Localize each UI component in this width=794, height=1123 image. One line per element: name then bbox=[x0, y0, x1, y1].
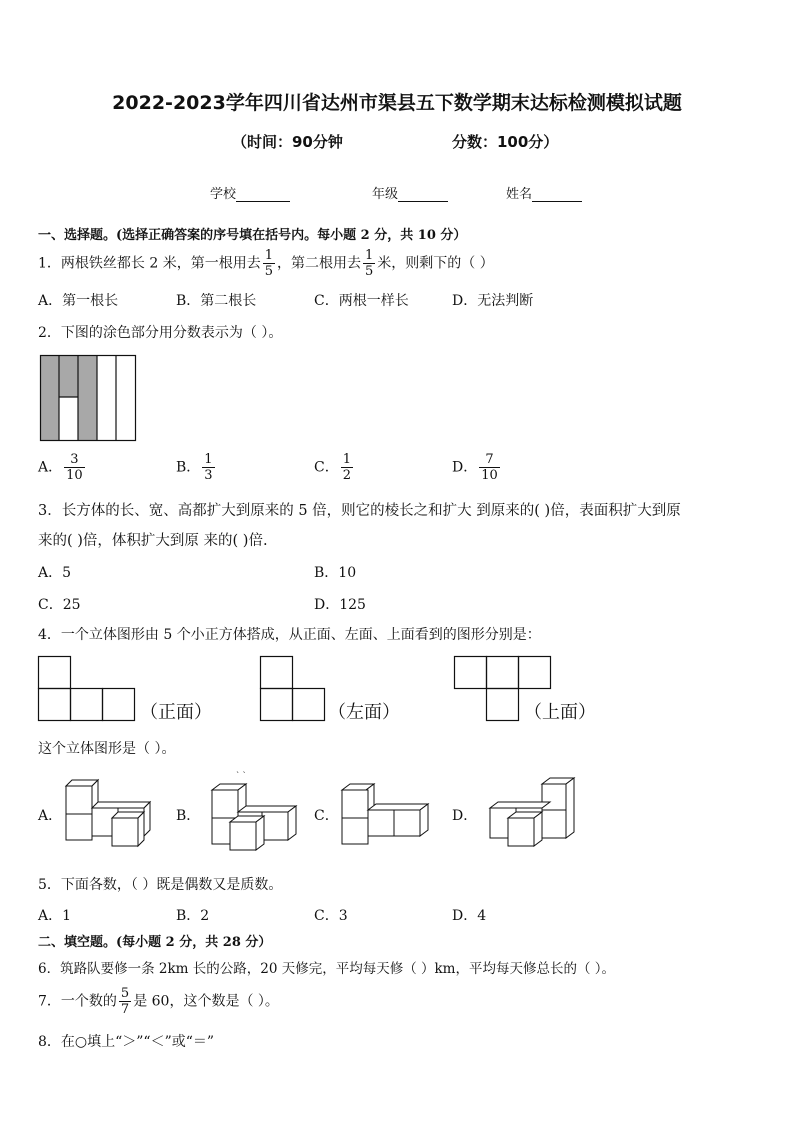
question-3-line-1: 3．长方体的长、宽、高都扩大到原来的 5 倍，则它的棱长之和扩大 到原来的( )倍，表面积扩大到原 bbox=[38, 503, 681, 519]
q2-option-b[interactable]: B． $\frac{1}{3}$ bbox=[176, 452, 213, 483]
q7-text-b: 是 60，这个数是（ ）。 bbox=[133, 993, 279, 1010]
q4-top-label: （上面） bbox=[524, 702, 596, 723]
q1-option-a[interactable]: A．第一根长 bbox=[38, 293, 119, 309]
question-4: 4．一个立体图形由 5 个小正方体搭成，从正面、左面、上面看到的图形分别是： bbox=[38, 627, 541, 643]
q4-front-label: （正面） bbox=[140, 702, 212, 723]
name-label: 姓名 bbox=[506, 187, 533, 202]
grade-field[interactable] bbox=[372, 183, 448, 202]
q4-left-label: （左面） bbox=[328, 702, 400, 723]
q1-fraction-1: $\frac{1}{5}$ bbox=[264, 248, 273, 279]
question-5: 5．下面各数，（ ）既是偶数又是质数。 bbox=[38, 877, 283, 893]
question-8: 8．在○填上“＞”“＜”或“＝” bbox=[38, 1034, 215, 1050]
page-title: 2022-2023学年四川省达州市渠县五下数学期末达标检测模拟试题 bbox=[112, 92, 682, 114]
svg-text:` `: ` ` bbox=[236, 771, 247, 780]
name-field[interactable] bbox=[506, 183, 582, 202]
q4-question: 这个立体图形是（ ）。 bbox=[38, 741, 176, 757]
q1-option-d[interactable]: D．无法判断 bbox=[452, 293, 534, 309]
q1-option-c[interactable]: C．两根一样长 bbox=[314, 293, 409, 309]
q4-option-c-label[interactable]: C． bbox=[314, 808, 339, 824]
q1-option-b[interactable]: B．第二根长 bbox=[176, 293, 257, 309]
q4-left-view bbox=[260, 656, 328, 722]
section2-heading: 二、填空题。(每小题 2 分，共 28 分） bbox=[38, 935, 272, 950]
q1-fraction-2: $\frac{1}{5}$ bbox=[365, 248, 374, 279]
q3-option-c[interactable]: C．25 bbox=[38, 597, 81, 613]
question-3-line-2: 来的( )倍，体积扩大到原 来的( )倍. bbox=[38, 533, 268, 549]
school-field[interactable] bbox=[210, 183, 290, 202]
question-7 bbox=[38, 986, 279, 1017]
q4-option-d-label[interactable]: D． bbox=[452, 808, 478, 824]
q7-fraction: $\frac{5}{7}$ bbox=[120, 986, 130, 1017]
question-1 bbox=[38, 248, 494, 279]
q2-option-c[interactable]: C． $\frac{1}{2}$ bbox=[314, 452, 351, 483]
q4-option-d-figure[interactable] bbox=[488, 776, 584, 848]
q7-text-a: 7．一个数的 bbox=[38, 993, 117, 1010]
q1-text-c: 米，则剩下的（ ） bbox=[377, 255, 494, 272]
q3-option-d[interactable]: D．125 bbox=[314, 597, 366, 613]
exam-time: （时间：90分钟 bbox=[232, 133, 343, 151]
q1-text-a: 1．两根铁丝都长 2 米，第一根用去 bbox=[38, 255, 261, 272]
q5-option-b[interactable]: B．2 bbox=[176, 908, 210, 924]
q5-option-c[interactable]: C．3 bbox=[314, 908, 348, 924]
exam-score: 分数：100分） bbox=[452, 133, 559, 151]
q4-option-c-figure[interactable] bbox=[340, 780, 436, 846]
section1-heading: 一、选择题。(选择正确答案的序号填在括号内。每小题 2 分，共 10 分） bbox=[38, 228, 467, 243]
q2-option-a[interactable]: A． $\frac{3}{10}$ bbox=[38, 452, 83, 483]
question-2: 2．下图的涂色部分用分数表示为（ ）。 bbox=[38, 325, 283, 341]
q4-option-a-figure[interactable] bbox=[64, 778, 160, 848]
q5-option-d[interactable]: D．4 bbox=[452, 908, 487, 924]
q1-text-b: ，第二根用去 bbox=[277, 255, 361, 272]
grade-label: 年级 bbox=[372, 187, 399, 202]
q4-front-view bbox=[38, 656, 138, 722]
q3-option-b[interactable]: B．10 bbox=[314, 565, 357, 581]
q4-option-a-label[interactable]: A． bbox=[38, 808, 63, 824]
q4-option-b-figure[interactable] bbox=[208, 771, 304, 850]
q5-option-a[interactable]: A．1 bbox=[38, 908, 72, 924]
question-6: 6．筑路队要修一条 2km 长的公路，20 天修完，平均每天修（ ）km，平均每天修总长的（ ）。 bbox=[38, 961, 616, 977]
q2-shaded-figure bbox=[40, 355, 136, 441]
q3-option-a[interactable]: A．5 bbox=[38, 565, 72, 581]
school-label: 学校 bbox=[210, 187, 237, 202]
q4-option-b-label[interactable]: B． bbox=[176, 808, 201, 824]
q2-option-d[interactable]: D． $\frac{7}{10}$ bbox=[452, 452, 498, 483]
